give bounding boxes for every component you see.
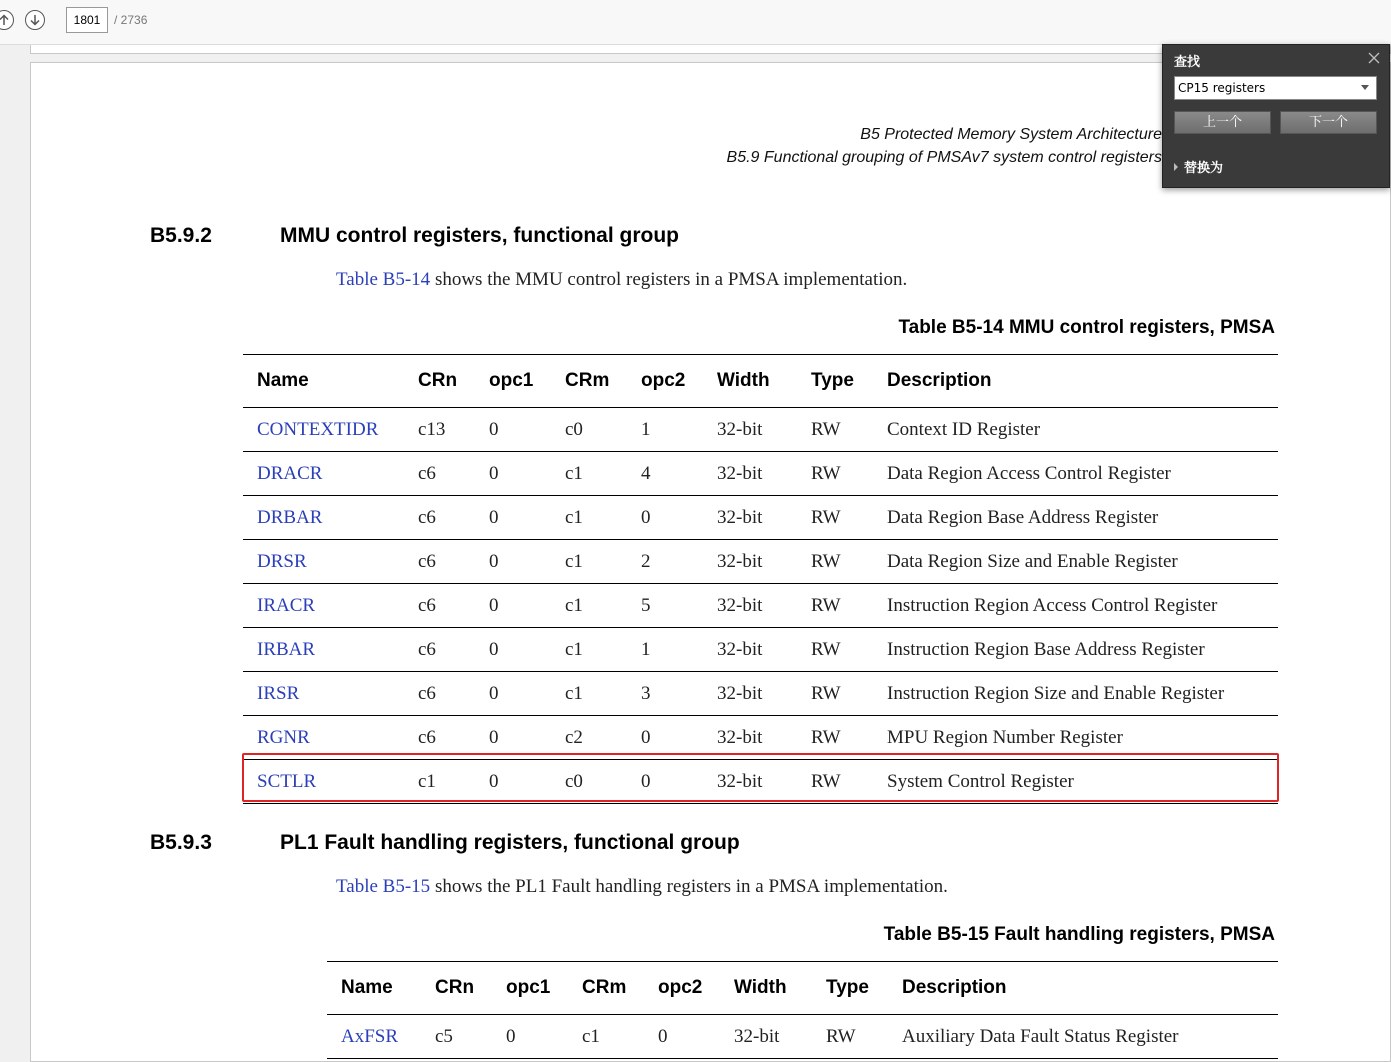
section-number: B5.9.3 [150,831,212,854]
find-panel-title: 查找 [1174,55,1201,70]
register-name-link[interactable]: SCTLR [243,760,404,804]
table-cell: 32-bit [703,628,797,672]
register-name-link[interactable]: IRACR [243,584,404,628]
table-cell: c1 [568,1015,644,1059]
table-cell: RW [812,1015,888,1059]
table-cell: 5 [627,584,703,628]
table-cell: c6 [404,628,475,672]
table-cell: 0 [492,1015,568,1059]
find-next-button[interactable]: 下一个 [1280,111,1377,134]
table-cell: c13 [404,408,475,452]
table-cell: Context ID Register [873,408,1278,452]
find-close-button[interactable] [1367,50,1381,64]
column-header: CRm [568,962,644,1015]
table-cell: 0 [475,628,551,672]
arrow-down-icon [28,13,42,27]
table-cell: Instruction Region Size and Enable Register [873,672,1278,716]
table-row [243,452,1278,496]
table-cell: c0 [551,760,627,804]
table-cell: RW [797,760,873,804]
table-cell: 0 [627,496,703,540]
table-cell: Instruction Region Access Control Register [873,584,1278,628]
table-cell: c5 [421,1015,492,1059]
table-cell: 0 [475,540,551,584]
table-cell: 0 [627,716,703,760]
table-cell: RW [797,628,873,672]
section-number: B5.9.2 [150,224,212,247]
table-row [327,1015,1278,1059]
fault-registers-table [327,961,1278,1059]
previous-page-button[interactable] [0,10,14,30]
column-header: Type [812,962,888,1015]
find-panel [1162,44,1390,188]
table-caption: Table B5-15 Fault handling registers, PMSA [883,924,1275,945]
replace-toggle[interactable] [1174,157,1223,176]
table-cell: RW [797,452,873,496]
paragraph-text: shows the PL1 Fault handling registers in a PMSA implementation. [430,876,948,897]
table-cell: c1 [551,672,627,716]
running-header [727,123,1162,169]
column-header: opc2 [627,355,703,408]
table-row [243,496,1278,540]
column-header: Type [797,355,873,408]
column-header: opc2 [644,962,720,1015]
column-header: CRn [421,962,492,1015]
register-name-link[interactable]: RGNR [243,716,404,760]
table-cell: c2 [551,716,627,760]
register-name-link[interactable]: DRACR [243,452,404,496]
table-cell: 0 [475,716,551,760]
table-row [243,408,1278,452]
table-cell: 0 [475,672,551,716]
table-cell: c6 [404,716,475,760]
table-cell: Auxiliary Data Fault Status Register [888,1015,1278,1059]
column-header: Width [720,962,812,1015]
table-cell: 0 [475,584,551,628]
column-header: CRn [404,355,475,408]
table-cell: RW [797,716,873,760]
page-total: / 2736 [114,13,148,27]
section-paragraph [336,876,948,898]
table-cell: 32-bit [703,584,797,628]
table-cell: 32-bit [703,452,797,496]
registers-table [243,354,1278,804]
table-cell: MPU Region Number Register [873,716,1278,760]
register-name-link[interactable]: AxFSR [327,1015,421,1059]
find-search-input[interactable] [1174,76,1377,100]
column-header: Description [873,355,1278,408]
running-header-section: B5.9 Functional grouping of PMSAv7 system control registers [726,149,1162,166]
register-name-link[interactable]: IRSR [243,672,404,716]
table-cell: RW [797,540,873,584]
column-header: CRm [551,355,627,408]
table-cell: 32-bit [703,496,797,540]
table-cell: 32-bit [703,672,797,716]
close-icon [1367,51,1381,65]
table-cell: 2 [627,540,703,584]
column-header: opc1 [475,355,551,408]
table-cell: 4 [627,452,703,496]
table-cell: 0 [627,760,703,804]
column-header: Name [243,355,404,408]
table-row [243,672,1278,716]
table-cell: 32-bit [703,408,797,452]
dropdown-arrow-icon[interactable] [1361,85,1369,90]
table-cell: c6 [404,496,475,540]
table-cell: RW [797,496,873,540]
document-page [30,62,1391,1062]
table-cell: 32-bit [703,540,797,584]
table-row [243,540,1278,584]
register-name-link[interactable]: DRBAR [243,496,404,540]
table-cell: System Control Register [873,760,1278,804]
table-cell: c6 [404,584,475,628]
column-header: Width [703,355,797,408]
table-cell: RW [797,584,873,628]
page-number-input[interactable] [66,7,108,33]
toolbar [0,0,1391,45]
arrow-up-icon [0,13,11,27]
table-cell: c1 [551,496,627,540]
highlight-box [242,753,1279,802]
section-title: PL1 Fault handling registers, functional group [280,831,740,854]
table-cell: 3 [627,672,703,716]
table-cell: c0 [551,408,627,452]
document-viewport[interactable] [0,45,1391,1047]
table-cell: c1 [404,760,475,804]
table-cell: 32-bit [703,716,797,760]
table-link[interactable]: Table B5-14 [336,269,431,290]
table-cell: 0 [475,760,551,804]
table-cell: Instruction Region Base Address Register [873,628,1278,672]
table-cell: c1 [551,628,627,672]
table-cell: 0 [644,1015,720,1059]
table-cell: RW [797,408,873,452]
table-cell: c1 [551,584,627,628]
table-cell: c1 [551,540,627,584]
table-cell: 0 [475,452,551,496]
table-cell: c1 [551,452,627,496]
table-cell: c6 [404,452,475,496]
table-row [243,584,1278,628]
find-previous-button[interactable]: 上一个 [1174,111,1271,134]
table-header-row [243,355,1278,408]
table-cell: 0 [475,496,551,540]
table-cell: RW [797,672,873,716]
find-query-text: CP15 registers [1178,81,1266,95]
table-cell: 1 [627,408,703,452]
section-title: MMU control registers, functional group [280,224,680,247]
replace-label: 替换为 [1184,161,1224,176]
section-paragraph [336,269,907,291]
table-cell: 32-bit [703,760,797,804]
table-cell: Data Region Access Control Register [873,452,1278,496]
register-name-link[interactable]: IRBAR [243,628,404,672]
table-cell: Data Region Base Address Register [873,496,1278,540]
table-cell: Data Region Size and Enable Register [873,540,1278,584]
table-cell: 0 [475,408,551,452]
table-link[interactable]: Table B5-15 [336,876,431,897]
table-cell: c6 [404,540,475,584]
table-cell: c6 [404,672,475,716]
column-header: Description [888,962,1278,1015]
column-header: opc1 [492,962,568,1015]
paragraph-text: shows the MMU control registers in a PMSA implementation. [430,269,908,290]
next-page-button[interactable] [25,10,45,30]
column-header: Name [327,962,421,1015]
table-cell: 1 [627,628,703,672]
running-header-chapter: B5 Protected Memory System Architecture [860,126,1162,143]
table-cell: 32-bit [720,1015,812,1059]
table-row [243,628,1278,672]
table-header-row [327,962,1278,1015]
register-name-link[interactable]: DRSR [243,540,404,584]
register-name-link[interactable]: CONTEXTIDR [243,408,404,452]
table-caption: Table B5-14 MMU control registers, PMSA [898,317,1275,338]
expand-triangle-icon [1174,163,1178,171]
